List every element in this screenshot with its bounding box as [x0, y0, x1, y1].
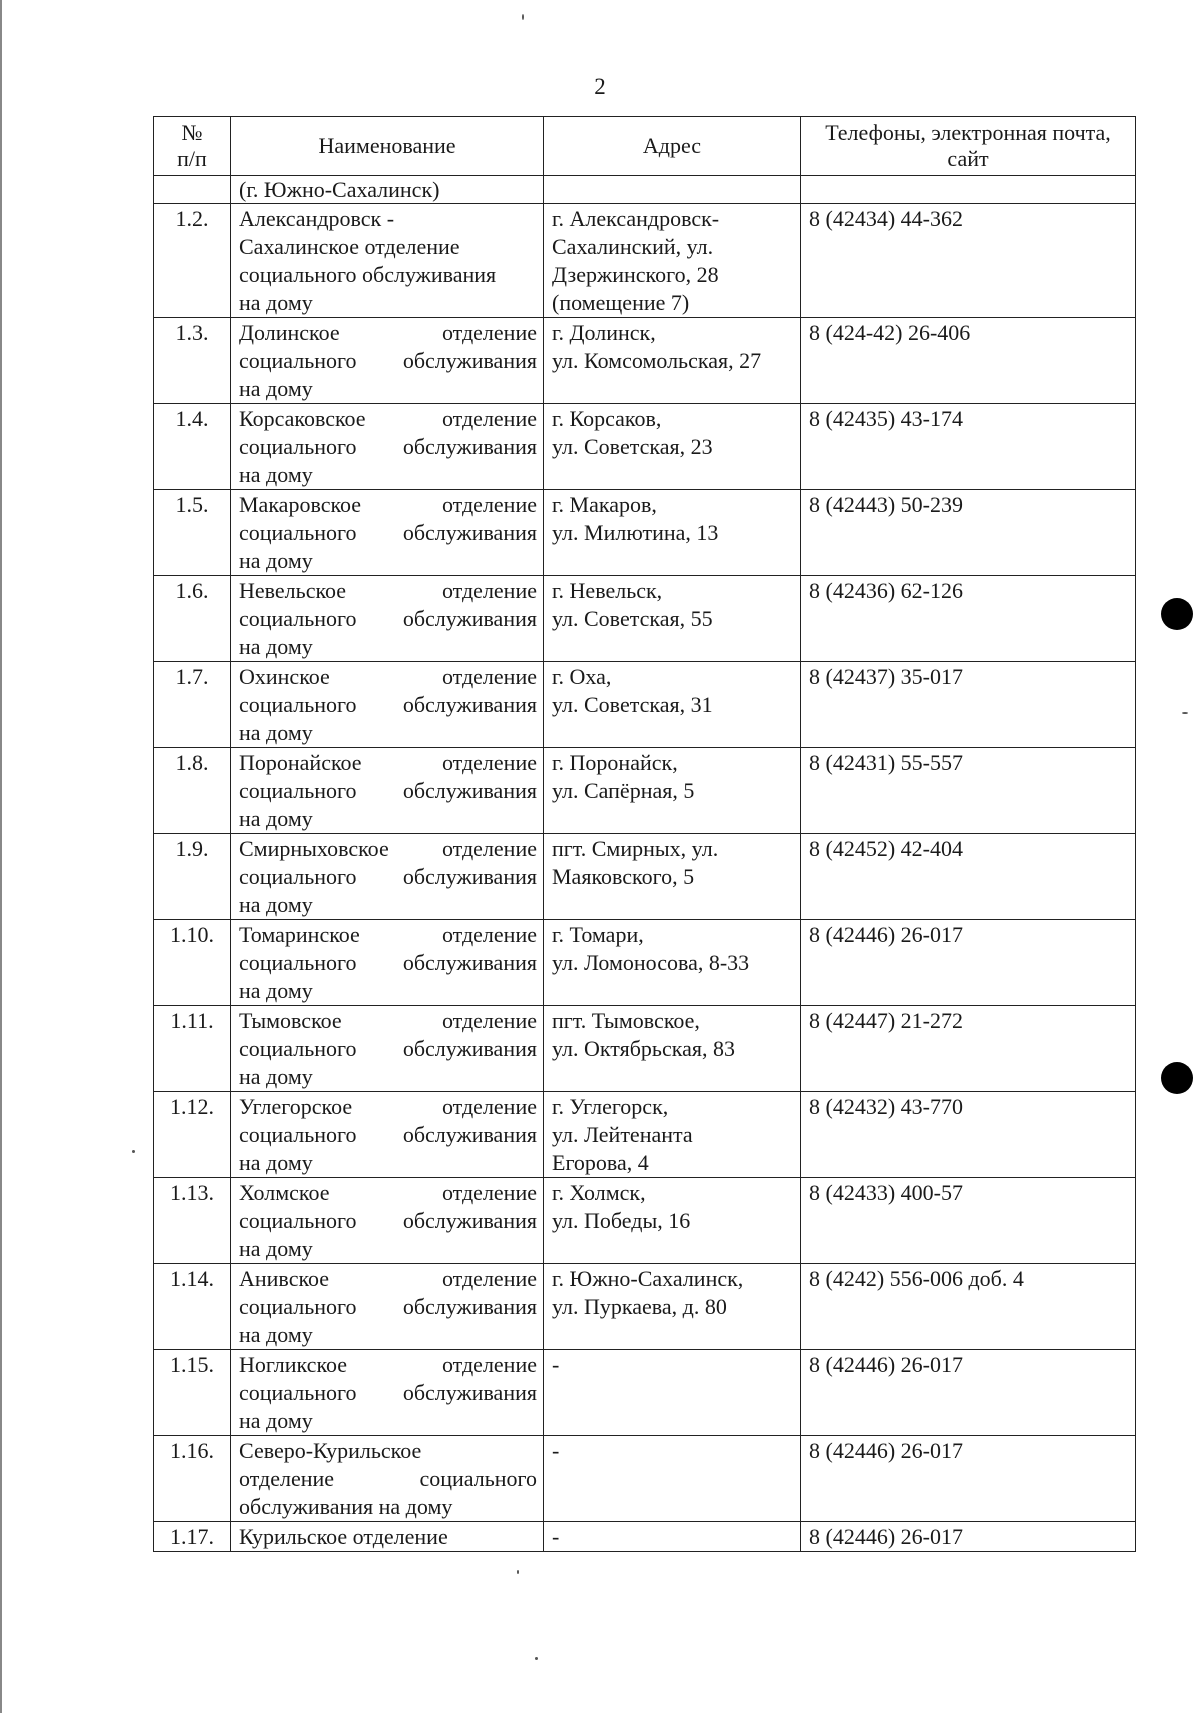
- name-line: Александровск -: [239, 206, 395, 231]
- name-line: Невельское отделение: [239, 578, 537, 603]
- table-row-continuation: [154, 176, 1136, 204]
- name-line: отделение социального: [239, 1466, 537, 1491]
- table-row: [154, 576, 1136, 662]
- name-line: социального обслуживания: [239, 778, 537, 803]
- cell-phone: 8 (42432) 43-770: [801, 1092, 1136, 1178]
- cell-phone: 8 (42436) 62-126: [801, 576, 1136, 662]
- cell-num: 1.4.: [154, 404, 231, 490]
- name-line: Корсаковское отделение: [239, 406, 537, 431]
- name-line: Углегорское отделение: [239, 1094, 537, 1119]
- name-line: Охинское отделение: [239, 664, 537, 689]
- cell-address: г. Макаров, ул. Милютина, 13: [544, 490, 801, 576]
- cell-name: [231, 748, 544, 834]
- header-num: № п/п: [154, 117, 231, 176]
- cell-name: [231, 662, 544, 748]
- name-line: на дому: [239, 720, 313, 745]
- name-line: на дому: [239, 806, 313, 831]
- cell-address: г. Поронайск, ул. Сапёрная, 5: [544, 748, 801, 834]
- cell-phone: 8 (42437) 35-017: [801, 662, 1136, 748]
- cell-phone: 8 (42443) 50-239: [801, 490, 1136, 576]
- cell-name: [231, 318, 544, 404]
- table-row: [154, 1006, 1136, 1092]
- name-line: Курильское отделение: [239, 1524, 448, 1549]
- name-line: социального обслуживания: [239, 1380, 537, 1405]
- name-line: Тымовское отделение: [239, 1008, 537, 1033]
- table-row: [154, 920, 1136, 1006]
- cell-num: 1.8.: [154, 748, 231, 834]
- name-line: Северо-Курильское: [239, 1438, 422, 1463]
- cell-phone: 8 (42431) 55-557: [801, 748, 1136, 834]
- punch-hole-mark: [1161, 1062, 1193, 1094]
- name-line: на дому: [239, 1064, 313, 1089]
- name-line: на дому: [239, 462, 313, 487]
- name-line: социального обслуживания: [239, 348, 537, 373]
- cell-address: г. Южно-Сахалинск, ул. Пуркаева, д. 80: [544, 1264, 801, 1350]
- table-row: [154, 834, 1136, 920]
- cell-phone: 8 (42446) 26-017: [801, 1350, 1136, 1436]
- name-line: социального обслуживания: [239, 864, 537, 889]
- name-line: Холмское отделение: [239, 1180, 537, 1205]
- cell-phone: 8 (42452) 42-404: [801, 834, 1136, 920]
- name-line: на дому: [239, 290, 313, 315]
- scan-edge-mark: [0, 0, 2, 1713]
- cell-address: г. Оха, ул. Советская, 31: [544, 662, 801, 748]
- cell-num: 1.6.: [154, 576, 231, 662]
- cell-address: -: [544, 1350, 801, 1436]
- cell-name: [231, 1522, 544, 1552]
- table-row: [154, 404, 1136, 490]
- cell-phone: 8 (4242) 556-006 доб. 4: [801, 1264, 1136, 1350]
- cell-num: 1.12.: [154, 1092, 231, 1178]
- table-row: [154, 204, 1136, 318]
- name-line: на дому: [239, 634, 313, 659]
- cell-num: 1.7.: [154, 662, 231, 748]
- name-line: социального обслуживания: [239, 606, 537, 631]
- cell-name: [231, 490, 544, 576]
- cell-address: г. Александровск- Сахалинский, ул. Дзержинского, 28 (помещение 7): [544, 204, 801, 318]
- cell-num: 1.17.: [154, 1522, 231, 1552]
- table-row: [154, 318, 1136, 404]
- table-row: [154, 662, 1136, 748]
- cell-phone: 8 (42446) 26-017: [801, 1522, 1136, 1552]
- name-line: социального обслуживания: [239, 262, 497, 287]
- name-line: на дому: [239, 548, 313, 573]
- table-row: [154, 1178, 1136, 1264]
- table-row: [154, 490, 1136, 576]
- cell-name: (г. Южно-Сахалинск): [231, 176, 544, 204]
- cell-name: [231, 204, 544, 318]
- name-line: социального обслуживания: [239, 520, 537, 545]
- cell-phone: 8 (42446) 26-017: [801, 1436, 1136, 1522]
- cell-name: [231, 576, 544, 662]
- scan-speck: [535, 1657, 538, 1660]
- cell-address: г. Холмск, ул. Победы, 16: [544, 1178, 801, 1264]
- cell-address: г. Невельск, ул. Советская, 55: [544, 576, 801, 662]
- name-line: Сахалинское отделение: [239, 234, 460, 259]
- cell-num: 1.5.: [154, 490, 231, 576]
- cell-address: [544, 176, 801, 204]
- name-line: социального обслуживания: [239, 950, 537, 975]
- cell-phone: 8 (424-42) 26-406: [801, 318, 1136, 404]
- name-line: социального обслуживания: [239, 1294, 537, 1319]
- cell-name: [231, 1350, 544, 1436]
- cell-num: 1.10.: [154, 920, 231, 1006]
- cell-phone: 8 (42447) 21-272: [801, 1006, 1136, 1092]
- name-line: Поронайское отделение: [239, 750, 537, 775]
- cell-name: [231, 1264, 544, 1350]
- cell-address: пгт. Тымовское, ул. Октябрьская, 83: [544, 1006, 801, 1092]
- cell-num: 1.9.: [154, 834, 231, 920]
- cell-name: [231, 834, 544, 920]
- name-line: Смирныховское отделение: [239, 836, 537, 861]
- table-row: [154, 748, 1136, 834]
- cell-num: 1.2.: [154, 204, 231, 318]
- scan-speck: [1182, 712, 1188, 714]
- cell-name: [231, 1178, 544, 1264]
- cell-num: 1.14.: [154, 1264, 231, 1350]
- cell-phone: 8 (42435) 43-174: [801, 404, 1136, 490]
- cell-name: [231, 1092, 544, 1178]
- cell-address: -: [544, 1522, 801, 1552]
- header-address: Адрес: [544, 117, 801, 176]
- name-line: на дому: [239, 1150, 313, 1175]
- cell-num: 1.13.: [154, 1178, 231, 1264]
- name-line: на дому: [239, 978, 313, 1003]
- cell-phone: 8 (42446) 26-017: [801, 920, 1136, 1006]
- name-line: Долинское отделение: [239, 320, 537, 345]
- name-line: социального обслуживания: [239, 434, 537, 459]
- cell-address: г. Корсаков, ул. Советская, 23: [544, 404, 801, 490]
- cell-num: 1.16.: [154, 1436, 231, 1522]
- table-row: [154, 1522, 1136, 1552]
- name-line: на дому: [239, 892, 313, 917]
- cell-phone: 8 (42434) 44-362: [801, 204, 1136, 318]
- table-row: [154, 1264, 1136, 1350]
- name-line: Ногликское отделение: [239, 1352, 537, 1377]
- name-line: обслуживания на дому: [239, 1494, 453, 1519]
- name-line: Анивское отделение: [239, 1266, 537, 1291]
- name-line: социального обслуживания: [239, 1208, 537, 1233]
- name-line: Макаровское отделение: [239, 492, 537, 517]
- name-line: на дому: [239, 376, 313, 401]
- page-number: 2: [594, 74, 606, 99]
- punch-hole-mark: [1161, 598, 1193, 630]
- cell-name: [231, 920, 544, 1006]
- table-row: [154, 1092, 1136, 1178]
- name-line: социального обслуживания: [239, 1122, 537, 1147]
- cell-name: [231, 404, 544, 490]
- cell-address: г. Долинск, ул. Комсомольская, 27: [544, 318, 801, 404]
- contacts-table: [153, 116, 1136, 1552]
- cell-name: [231, 1006, 544, 1092]
- scan-speck: [132, 1150, 135, 1153]
- header-phones: Телефоны, электронная почта, сайт: [801, 117, 1136, 176]
- cell-address: -: [544, 1436, 801, 1522]
- table-header-row: [154, 117, 1136, 176]
- cell-address: пгт. Смирных, ул. Маяковского, 5: [544, 834, 801, 920]
- cell-phone: 8 (42433) 400-57: [801, 1178, 1136, 1264]
- header-name: Наименование: [231, 117, 544, 176]
- cell-address: г. Томари, ул. Ломоносова, 8-33: [544, 920, 801, 1006]
- name-line: на дому: [239, 1408, 313, 1433]
- scan-speck: [522, 14, 524, 20]
- name-line: социального обслуживания: [239, 1036, 537, 1061]
- scan-speck: [517, 1570, 519, 1574]
- name-line: на дому: [239, 1236, 313, 1261]
- cell-phone: [801, 176, 1136, 204]
- cell-address: г. Углегорск, ул. Лейтенанта Егорова, 4: [544, 1092, 801, 1178]
- cell-num: 1.15.: [154, 1350, 231, 1436]
- cell-num: 1.11.: [154, 1006, 231, 1092]
- table-row: [154, 1350, 1136, 1436]
- cell-name: [231, 1436, 544, 1522]
- cell-num: 1.3.: [154, 318, 231, 404]
- name-line: Томаринское отделение: [239, 922, 537, 947]
- table-row: [154, 1436, 1136, 1522]
- cell-num: [154, 176, 231, 204]
- name-line: на дому: [239, 1322, 313, 1347]
- name-line: социального обслуживания: [239, 692, 537, 717]
